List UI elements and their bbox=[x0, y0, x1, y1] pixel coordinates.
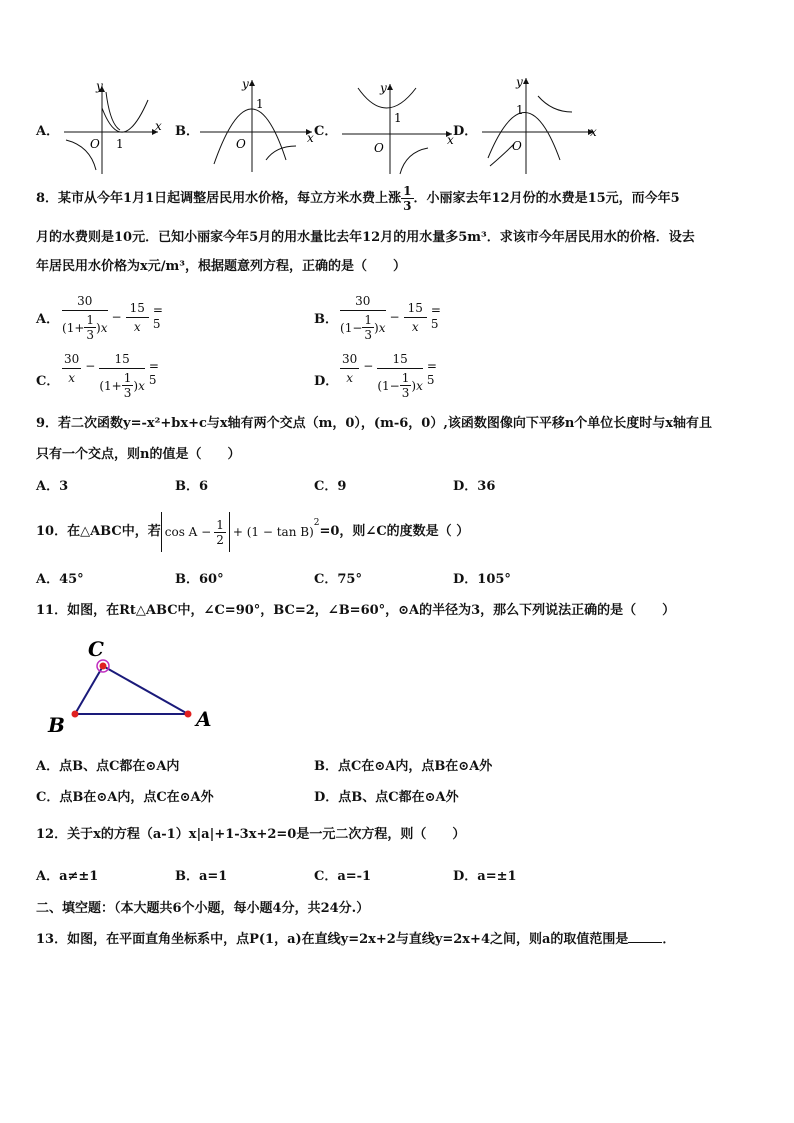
q8-line2: 月的水费则是10元．已知小丽家今年5月的用水量比去年12月的用水量多5m³．求该市今年居民用水的价格．设去 bbox=[36, 230, 695, 245]
q12-option-b[interactable]: B．a=1 bbox=[175, 869, 228, 884]
q9-option-b[interactable]: B．6 bbox=[175, 479, 209, 494]
q7-d-x: x bbox=[590, 125, 597, 139]
q11-option-b[interactable]: B．点C在⊙A内，点B在⊙A外 bbox=[314, 759, 493, 774]
q8-line1 bbox=[36, 184, 680, 213]
q7-b-x: x bbox=[307, 131, 314, 145]
q11-option-d[interactable]: D．点B、点C都在⊙A外 bbox=[314, 790, 459, 805]
q8-text1: 8．某市从今年1月1日起调整居民用水价格，每立方米水费上涨 bbox=[36, 191, 402, 206]
q12-line1: 12．关于x的方程（a-1）x|a|+1-3x+2=0是一元二次方程，则（ ） bbox=[36, 827, 466, 842]
q10-option-c[interactable]: C．75° bbox=[314, 572, 362, 587]
section-2-heading: 二、填空题：（本大题共6个小题，每小题4分，共24分.） bbox=[36, 901, 370, 916]
q7-a-tick: 1 bbox=[116, 137, 124, 151]
q9-option-a[interactable]: A．3 bbox=[36, 479, 69, 494]
q7-graph-b bbox=[196, 76, 320, 176]
q7-b-tick: 1 bbox=[256, 97, 264, 111]
q12-option-a[interactable]: A．a≠±1 bbox=[36, 869, 99, 884]
q7-option-d-label[interactable]: D． bbox=[453, 124, 478, 139]
q12-option-d[interactable]: D．a=±1 bbox=[453, 869, 517, 884]
q7-c-x: x bbox=[447, 133, 454, 147]
q7-c-origin: O bbox=[374, 141, 384, 155]
q7-option-b-label[interactable]: B． bbox=[175, 124, 199, 139]
q9-line2: 只有一个交点，则n的值是（ ） bbox=[36, 447, 241, 462]
q7-d-tick: 1 bbox=[516, 103, 524, 117]
q7-c-y: y bbox=[380, 81, 387, 95]
q7-option-c-label[interactable]: C． bbox=[314, 124, 338, 139]
q13-line1: 13．如图，在平面直角坐标系中，点P(1，a)在直线y=2x+2与直线y=2x+4之间，则a的取值范围是 ． bbox=[36, 932, 676, 947]
q12-option-c[interactable]: C．a=-1 bbox=[314, 869, 372, 884]
q10-option-b[interactable]: B．60° bbox=[175, 572, 224, 587]
q10-option-a[interactable]: A．45° bbox=[36, 572, 84, 587]
q7-graph-d bbox=[476, 74, 600, 178]
q7-a-origin: O bbox=[90, 137, 100, 151]
q7-options bbox=[0, 70, 794, 180]
q11-option-c[interactable]: C．点B在⊙A内，点C在⊙A外 bbox=[36, 790, 214, 805]
q7-c-tick: 1 bbox=[394, 111, 402, 125]
q13-answer-blank[interactable] bbox=[628, 930, 662, 943]
q11-option-a[interactable]: A．点B、点C都在⊙A内 bbox=[36, 759, 180, 774]
q9-option-c[interactable]: C．9 bbox=[314, 479, 347, 494]
q10-stem: 10．在△ABC中，若 cos A − $\frac{1}{2}$ + (1 − tan B) $^2$ =0，则∠C的度数是（ ） bbox=[36, 510, 469, 554]
q7-a-x: x bbox=[155, 119, 162, 133]
q7-d-y: y bbox=[516, 75, 523, 89]
q11-label-c: C bbox=[88, 637, 104, 661]
q9-option-d[interactable]: D．36 bbox=[453, 479, 496, 494]
q7-graph-c bbox=[336, 78, 460, 178]
q7-a-y: y bbox=[96, 79, 103, 93]
q8-one-third: $\frac{1}{3}$ bbox=[403, 184, 412, 213]
q11-line1: 11．如图，在Rt△ABC中，∠C=90°，BC=2，∠B=60°，⊙A的半径为3，那么下列说法正确的是（ ） bbox=[36, 603, 676, 618]
q7-b-y: y bbox=[242, 77, 249, 91]
q11-label-b: B bbox=[48, 713, 65, 737]
q11-label-a: A bbox=[196, 707, 212, 731]
q9-line1: 9．若二次函数y=-x²+bx+c与x轴有两个交点（m，0），(m-6，0）,该函数图像向下平移n个单位长度时与x轴有且 bbox=[36, 416, 713, 431]
q8-line3: 年居民用水价格为x元/m³，根据题意列方程，正确的是（ ） bbox=[36, 259, 406, 274]
q7-graph-a bbox=[58, 78, 168, 178]
q11-triangle-figure bbox=[40, 632, 230, 742]
q7-b-origin: O bbox=[236, 137, 246, 151]
q7-d-origin: O bbox=[512, 139, 522, 153]
q8-text2: ．小丽家去年12月份的水费是15元，而今年5 bbox=[413, 191, 680, 206]
q7-option-a-label[interactable]: A． bbox=[36, 124, 60, 139]
q10-option-d[interactable]: D．105° bbox=[453, 572, 511, 587]
